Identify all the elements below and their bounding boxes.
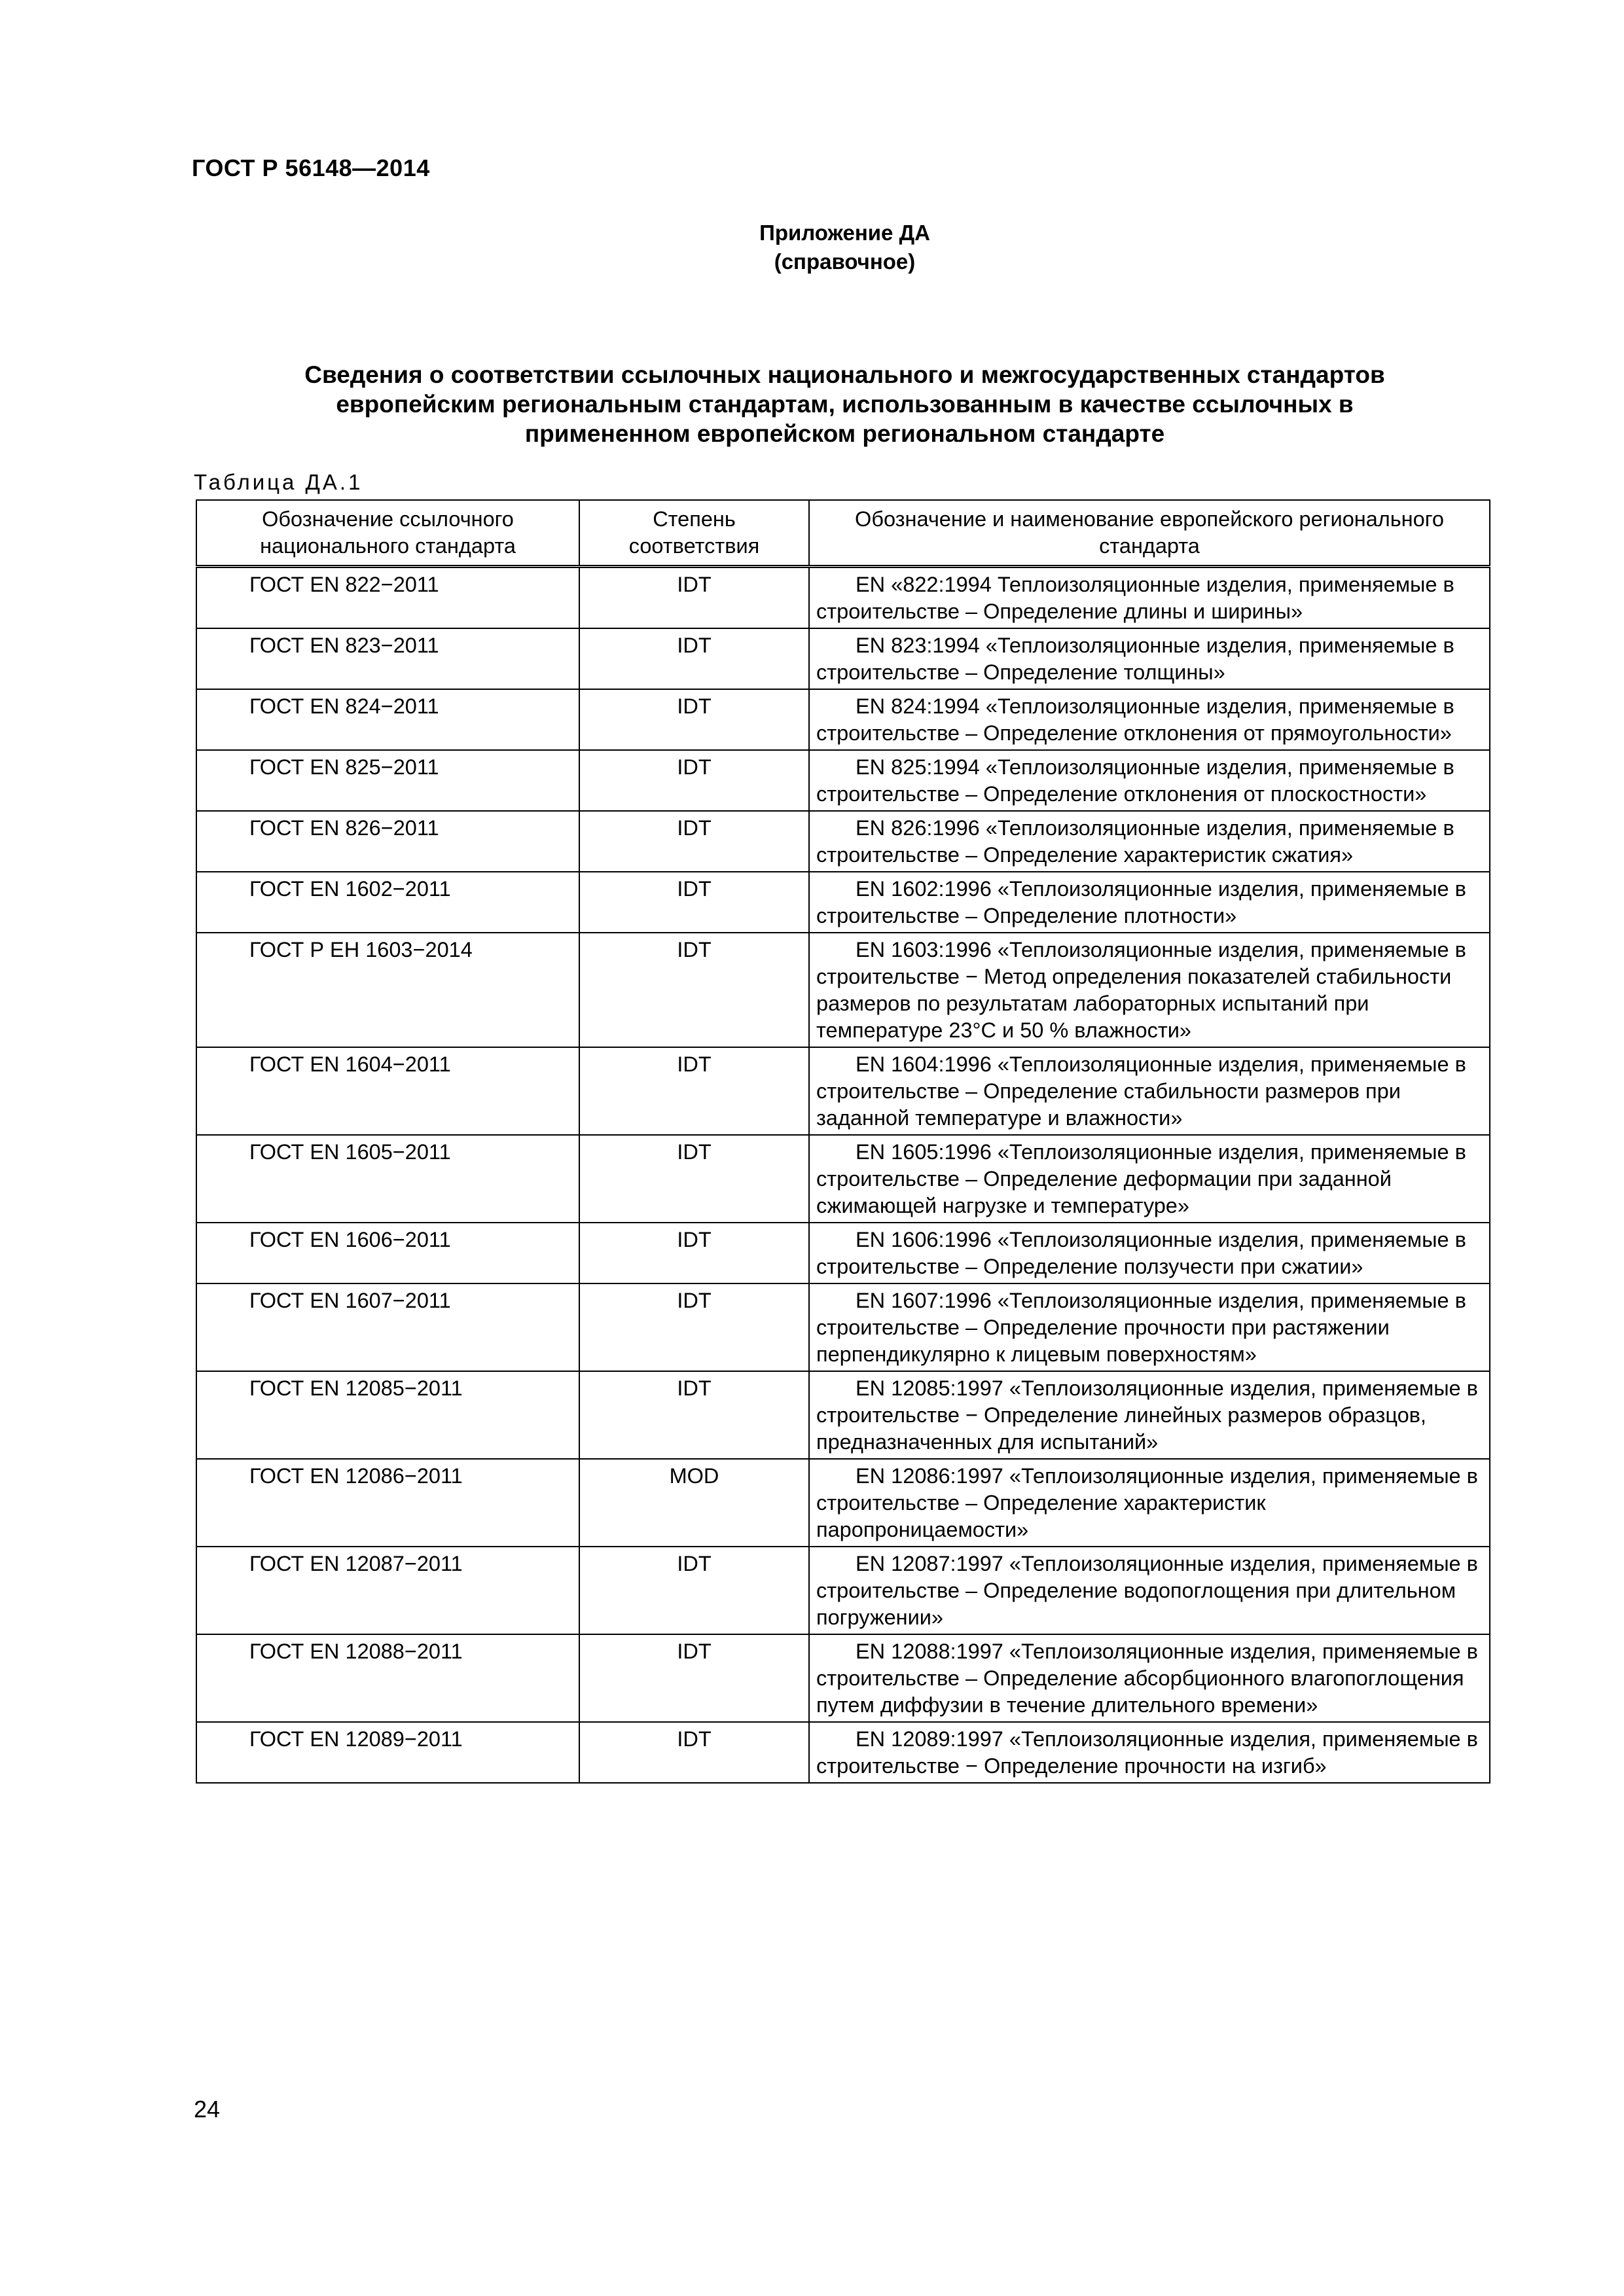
cell-degree: IDT xyxy=(579,567,809,629)
appendix-subtitle: (справочное) xyxy=(774,249,916,274)
cell-national-standard: ГОСТ EN 1604−2011 xyxy=(196,1047,579,1135)
cell-national-standard: ГОСТ EN 12085−2011 xyxy=(196,1371,579,1459)
cell-national-standard: ГОСТ EN 1607−2011 xyxy=(196,1283,579,1371)
section-title-line-3: примененном европейском региональном стандарте xyxy=(524,420,1165,447)
cell-european-standard: EN 1606:1996 «Теплоизоляционные изделия, применяемые в строительстве – Определение ползучести при сжатии» xyxy=(809,1223,1490,1283)
cell-european-standard: EN 12088:1997 «Теплоизоляционные изделия, применяемые в строительстве – Определение абсорбционного влагопоглощения путем диффузии в течение длительного времени» xyxy=(809,1634,1490,1722)
cell-degree: IDT xyxy=(579,872,809,933)
cell-european-standard: EN 823:1994 «Теплоизоляционные изделия, применяемые в строительстве – Определение толщины» xyxy=(809,628,1490,689)
cell-national-standard: ГОСТ EN 12088−2011 xyxy=(196,1634,579,1722)
cell-national-standard: ГОСТ EN 824−2011 xyxy=(196,689,579,750)
cell-european-standard: EN 824:1994 «Теплоизоляционные изделия, применяемые в строительстве – Определение отклонения от прямоугольности» xyxy=(809,689,1490,750)
table-row xyxy=(196,872,1490,933)
table-row xyxy=(196,750,1490,811)
cell-degree: IDT xyxy=(579,628,809,689)
correspondence-table xyxy=(196,499,1490,1784)
cell-degree: IDT xyxy=(579,1047,809,1135)
cell-european-standard: EN 1602:1996 «Теплоизоляционные изделия, применяемые в строительстве – Определение плотности» xyxy=(809,872,1490,933)
table-row xyxy=(196,1722,1490,1783)
cell-degree: IDT xyxy=(579,1722,809,1783)
cell-degree: IDT xyxy=(579,1547,809,1634)
cell-european-standard: EN 12086:1997 «Теплоизоляционные изделия, применяемые в строительстве – Определение характеристик паропроницаемости» xyxy=(809,1459,1490,1547)
cell-degree: IDT xyxy=(579,689,809,750)
cell-degree: IDT xyxy=(579,1283,809,1371)
table-row xyxy=(196,1634,1490,1722)
cell-european-standard: EN 1605:1996 «Теплоизоляционные изделия, применяемые в строительстве – Определение деформации при заданной сжимающей нагрузке и температуре» xyxy=(809,1135,1490,1223)
appendix-heading xyxy=(0,219,1624,276)
table-row xyxy=(196,1547,1490,1634)
table-row xyxy=(196,628,1490,689)
table-body xyxy=(196,567,1490,1784)
table-label: Таблица ДА.1 xyxy=(194,470,363,494)
table-row xyxy=(196,689,1490,750)
table-header-row xyxy=(196,500,1490,567)
cell-european-standard: EN «822:1994 Теплоизоляционные изделия, применяемые в строительстве – Определение длины и ширины» xyxy=(809,567,1490,629)
header-degree: Степень соответствия xyxy=(579,500,809,567)
cell-national-standard: ГОСТ EN 825−2011 xyxy=(196,750,579,811)
page-number: 24 xyxy=(194,2096,221,2123)
cell-national-standard: ГОСТ EN 823−2011 xyxy=(196,628,579,689)
cell-european-standard: EN 1607:1996 «Теплоизоляционные изделия, применяемые в строительстве – Определение прочности при растяжении перпендикулярно к лицевым поверхностям» xyxy=(809,1283,1490,1371)
cell-degree: MOD xyxy=(579,1459,809,1547)
cell-degree: IDT xyxy=(579,750,809,811)
cell-national-standard: ГОСТ EN 12087−2011 xyxy=(196,1547,579,1634)
cell-degree: IDT xyxy=(579,1223,809,1283)
header-european-standard: Обозначение и наименование европейского регионального стандарта xyxy=(809,500,1490,567)
header-national-standard: Обозначение ссылочного национального стандарта xyxy=(196,500,579,567)
cell-national-standard: ГОСТ EN 1606−2011 xyxy=(196,1223,579,1283)
table-row xyxy=(196,1223,1490,1283)
table-row xyxy=(196,811,1490,872)
cell-national-standard: ГОСТ EN 822−2011 xyxy=(196,567,579,629)
cell-degree: IDT xyxy=(579,811,809,872)
cell-european-standard: EN 1604:1996 «Теплоизоляционные изделия, применяемые в строительстве – Определение стабильности размеров при заданной температуре и влажности» xyxy=(809,1047,1490,1135)
cell-european-standard: EN 826:1996 «Теплоизоляционные изделия, применяемые в строительстве – Определение характеристик сжатия» xyxy=(809,811,1490,872)
section-title-line-2: европейским региональным стандартам, использованным в качестве ссылочных в xyxy=(336,391,1354,418)
cell-national-standard: ГОСТ Р ЕН 1603−2014 xyxy=(196,933,579,1047)
cell-national-standard: ГОСТ EN 1602−2011 xyxy=(196,872,579,933)
cell-national-standard: ГОСТ EN 826−2011 xyxy=(196,811,579,872)
table-row xyxy=(196,933,1490,1047)
cell-european-standard: EN 825:1994 «Теплоизоляционные изделия, применяемые в строительстве – Определение отклонения от плоскостности» xyxy=(809,750,1490,811)
document-header: ГОСТ Р 56148—2014 xyxy=(192,154,430,181)
cell-degree: IDT xyxy=(579,1135,809,1223)
appendix-title: Приложение ДА xyxy=(759,221,930,245)
table-row xyxy=(196,1047,1490,1135)
cell-national-standard: ГОСТ EN 12086−2011 xyxy=(196,1459,579,1547)
cell-degree: IDT xyxy=(579,1371,809,1459)
section-title xyxy=(196,360,1493,448)
table-row xyxy=(196,1283,1490,1371)
cell-european-standard: EN 12085:1997 «Теплоизоляционные изделия, применяемые в строительстве − Определение линейных размеров образцов, предназначенных для испытаний» xyxy=(809,1371,1490,1459)
cell-degree: IDT xyxy=(579,933,809,1047)
cell-european-standard: EN 1603:1996 «Теплоизоляционные изделия, применяемые в строительстве − Метод определения показателей стабильности размеров по результатам лабораторных испытаний при температуре 23°С и 50 % влажности» xyxy=(809,933,1490,1047)
table-row xyxy=(196,1459,1490,1547)
cell-european-standard: EN 12087:1997 «Теплоизоляционные изделия, применяемые в строительстве – Определение водопоглощения при длительном погружении» xyxy=(809,1547,1490,1634)
table-row xyxy=(196,1135,1490,1223)
cell-degree: IDT xyxy=(579,1634,809,1722)
table-row xyxy=(196,567,1490,629)
table-row xyxy=(196,1371,1490,1459)
cell-european-standard: EN 12089:1997 «Теплоизоляционные изделия, применяемые в строительстве − Определение прочности на изгиб» xyxy=(809,1722,1490,1783)
cell-national-standard: ГОСТ EN 12089−2011 xyxy=(196,1722,579,1783)
section-title-line-1: Сведения о соответствии ссылочных национального и межгосударственных стандартов xyxy=(304,361,1385,388)
cell-national-standard: ГОСТ EN 1605−2011 xyxy=(196,1135,579,1223)
